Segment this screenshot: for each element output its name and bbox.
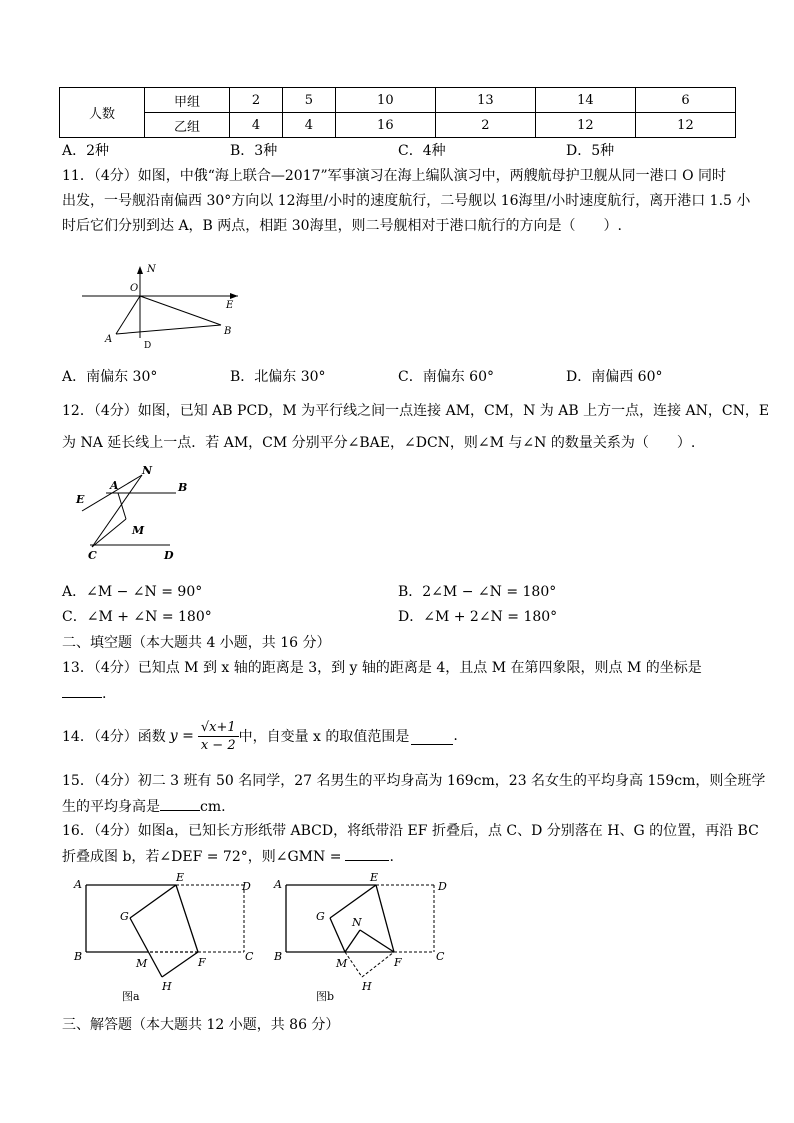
q11-figure [78,258,248,354]
q16-prefix: 折叠成图 b，若∠DEF = 72°，则∠GMN = [62,849,342,865]
label-a: A [274,878,282,891]
q16-line2 [62,846,394,867]
label-e: E [76,493,85,506]
q10-option-c: C．4种 [398,143,446,159]
row-header: 人数 [60,88,145,138]
q11-line3: 时后它们分别到达 A，B 两点，相距 30海里，则二号舰相对于港口航行的方向是（ ）. [62,218,623,234]
q11-option-d: D．南偏西 60° [566,369,663,385]
answer-blank[interactable] [62,697,102,698]
label-d: D [144,341,152,351]
label-o: O [130,283,139,294]
table-cell: 12 [535,113,635,138]
table-cell: 12 [635,113,735,138]
table-cell: 16 [335,113,435,138]
table-cell: 6 [635,88,735,113]
label-n: N [147,264,156,275]
answer-blank[interactable] [411,728,453,745]
q15-line1: 15．（4分）初二 3 班有 50 名同学，27 名男生的平均身高为 169cm，23 名女生的平均身高 159cm，则全班学 [62,773,766,789]
q11-option-c: C．南偏东 60° [398,369,494,385]
label-g: G [120,910,129,923]
label-g: G [316,910,325,923]
data-table [59,87,736,138]
label-n: N [142,464,153,477]
section-heading-fill-in: 二、填空题（本大题共 4 小题，共 16 分） [62,635,331,651]
table-cell: 2 [230,88,283,113]
group-label: 甲组 [145,88,230,113]
section-heading-solutions: 三、解答题（本大题共 12 小题，共 86 分） [62,1017,340,1033]
label-c: C [88,549,97,562]
q14-line [62,714,458,758]
q10-option-b: B．3种 [230,143,278,159]
table-cell: 2 [435,113,535,138]
q14-prefix: 14．（4分）函数 [62,729,166,745]
label-a: A [110,479,119,492]
label-a: A [74,878,82,891]
label-e: E [226,300,234,311]
q13-line1: 13．（4分）已知点 M 到 x 轴的距离是 3，到 y 轴的距离是 4，且点 M 在第四象限，则点 M 的坐标是 [62,660,702,676]
label-a: A [105,334,113,345]
answer-blank[interactable] [345,846,389,861]
q12-option-b: B．2∠M − ∠N = 180° [398,584,557,600]
label-e: E [370,871,379,884]
q13-line2 [62,684,106,704]
q14-fraction [198,719,239,754]
q12-line1: 12．（4分）如图，已知 AB PCD，M 为平行线之间一点连接 AM，CM，N 为 AB 上方一点，连接 AN，CN，E [62,403,770,419]
q15-suffix: cm. [200,799,226,815]
q10-option-d: D．5种 [566,143,615,159]
q13-end: . [102,686,107,702]
label-b: B [178,481,188,494]
q16-end: . [389,849,394,865]
label-b: B [74,950,83,963]
q16-figure-a [70,870,270,1005]
q14-y-eq: y = [169,728,194,744]
q11-option-b: B．北偏东 30° [230,369,326,385]
q12-option-c: C．∠M + ∠N = 180° [62,609,212,625]
figure-a-caption: 图a [122,990,140,1003]
q14-denominator: x − 2 [200,737,236,753]
label-m: M [336,957,348,970]
q16-figure-b [270,870,470,1005]
table-row [60,113,736,138]
label-h: H [162,980,172,993]
table-cell: 4 [282,113,335,138]
q11-option-a: A．南偏东 30° [62,369,158,385]
label-n: N [352,916,362,929]
group-label: 乙组 [145,113,230,138]
q12-option-a: A．∠M − ∠N = 90° [62,584,203,600]
q14-end: . [453,728,458,744]
table-cell: 14 [535,88,635,113]
answer-blank[interactable] [160,796,200,811]
label-e: E [176,871,185,884]
label-m: M [132,524,145,537]
label-b: B [274,950,283,963]
q11-line2: 出发，一号舰沿南偏西 30°方向以 12海里/小时的速度航行，二号舰以 16海里/小时速度航行，离开港口 1.5 小 [62,193,751,209]
label-c: C [436,950,445,963]
label-d: D [164,549,174,562]
table-cell: 4 [230,113,283,138]
label-d: D [438,880,447,893]
label-c: C [245,950,254,963]
label-b: B [224,326,232,337]
q11-line1: 11．（4分）如图，中俄“海上联合—2017”军事演习在海上编队演习中，两艘航母护卫舰从同一港口 O 同时 [62,168,727,184]
q14-numerator: √x+1 [198,719,239,737]
table-row [60,88,736,113]
table-cell: 13 [435,88,535,113]
q12-line2: 为 NA 延长线上一点．若 AM，CM 分别平分∠BAE，∠DCN，则∠M 与∠N 的数量关系为（ ）. [62,435,696,451]
figure-b-caption: 图b [316,990,335,1003]
table-cell: 5 [282,88,335,113]
q10-option-a: A．2种 [62,143,110,159]
q15-line2 [62,796,226,817]
label-f: F [198,956,206,969]
label-d: D [242,880,251,893]
q15-prefix: 生的平均身高是 [62,799,160,815]
table-cell: 10 [335,88,435,113]
q12-figure [74,463,194,569]
label-m: M [136,957,148,970]
label-h: H [362,980,372,993]
q16-line1: 16．（4分）如图a，已知长方形纸带 ABCD，将纸带沿 EF 折叠后，点 C、D 分别落在 H、G 的位置，再沿 BC [62,823,759,839]
q12-option-d: D．∠M + 2∠N = 180° [398,609,558,625]
label-f: F [394,956,402,969]
q14-suffix: 中，自变量 x 的取值范围是 [238,729,410,745]
